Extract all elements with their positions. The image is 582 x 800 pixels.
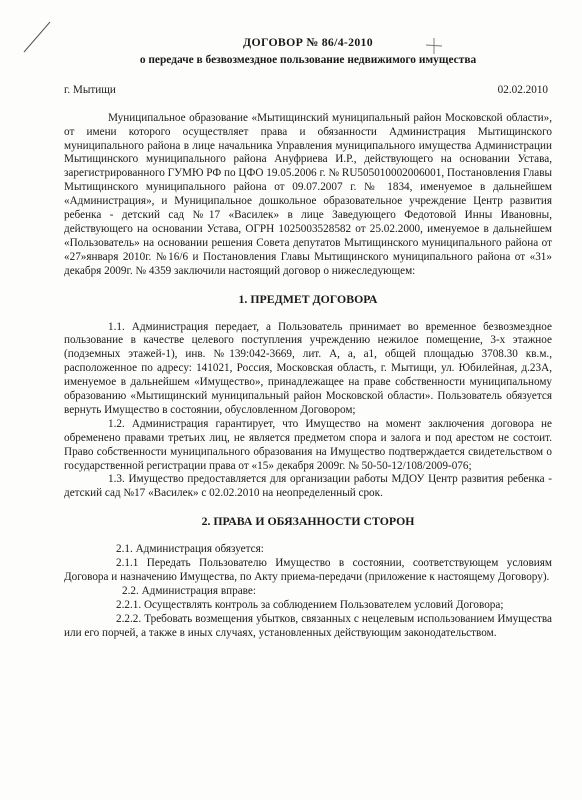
- document-subtitle: о передаче в безвозмездное пользование недвижимого имущества: [139, 53, 477, 66]
- preamble-paragraph: Муниципальное образование «Мытищинский муниципальный район Московской области», от имени которого осуществляет права и обязанности Администрация Мытищинского муниципального района в лице начальника Управления муниципального имущества Администрации Мытищинского муниципального района Ануфриева И.Р., действующего на основании Устава, зарегистрированного ГУМЮ РФ по ЦФО 19.05.2006 г. № RU505010002006001, Постановления Главы Мытищинского муниципального района от 09.07.2007 г. № 1834, именуемое в дальнейшем «Администрация», и Муниципальное дошкольное образовательное учреждение Центр развития ребенка - детский сад №17 «Василек» в лице Заведующего Федотовой Инны Ивановны, действующего на основании Устава, ОГРН 1025003528582 от 25.02.2000, именуемое в дальнейшем «Пользователь» на основании решения Совета депутатов Мытищинского муниципального района от «27»января 2010г. №16/6 и Постановления Главы Мытищинского муниципального района от «31» декабря 2009г. № 4359 заключили настоящий договор о нижеследующем:: [64, 111, 552, 277]
- clause-1-1: 1.1. Администрация передает, а Пользователь принимает во временное безвозмездное пользование в качестве целевого поступления учреждению нежилое помещение, 3-х этажное (подземных этажей-1), инв. №139:042-3669, лит. А, а, а1, общей площадью 3708.30 кв.м., расположенное по адресу: 141021, Россия, Московская область, г. Мытищи, ул. Юбилейная, д.23А, именуемое в дальнейшем «Имущество», принадлежащее на праве собственности муниципальному образованию «Мытищинский муниципальный район Московской области». Пользователь обязуется вернуть Имущество в состоянии, обусловленном Договором;: [64, 320, 552, 416]
- section-1-heading: 1. ПРЕДМЕТ ДОГОВОРА: [238, 291, 378, 306]
- clause-2-1: 2.1. Администрация обязуется:: [116, 543, 264, 556]
- clause-2-2-2: 2.2.2. Требовать возмещения убытков, связанных с нецелевым использованием Имущества или его порчей, а также в иных случаях, установленных действующим законодательством.: [64, 612, 552, 639]
- pen-cross-mark: [424, 36, 444, 56]
- clause-2-1-1: 2.1.1 Передать Пользователю Имущество в состоянии, соответствующем условиям Договора и назначению Имущества, по Акту приема-передачи (приложение к настоящему Договору).: [64, 557, 552, 583]
- place: г. Мытищи: [64, 83, 116, 96]
- clause-2-2-1: 2.2.1. Осуществлять контроль за соблюдением Пользователем условий Договора;: [116, 598, 504, 611]
- date: 02.02.2010: [497, 83, 548, 96]
- clause-1-2: 1.2. Администрация гарантирует, что Имущество на момент заключения договора не обременено правами третьих лиц, не является предметом спора и залога и под арестом не состоит. Право собственности муниципального образования на Имущество подтверждается свидетельством о государственной регистрации права от «15» декабря 2009г. № 50-50-12/108/2009-076;: [64, 417, 552, 472]
- clause-1-3: 1.3. Имущество предоставляется для организации работы МДОУ Центр развития ребенка - детский сад №17 «Василек» с 02.02.2010 на неопределенный срок.: [64, 473, 552, 500]
- clause-2-2: 2.2. Администрация вправе:: [122, 584, 256, 597]
- pen-stroke-mark: [22, 20, 52, 54]
- place-date-line: [64, 84, 548, 98]
- section-2-heading: 2. ПРАВА И ОБЯЗАННОСТИ СТОРОН: [201, 514, 415, 529]
- document-title: ДОГОВОР № 86/4-2010: [243, 35, 373, 49]
